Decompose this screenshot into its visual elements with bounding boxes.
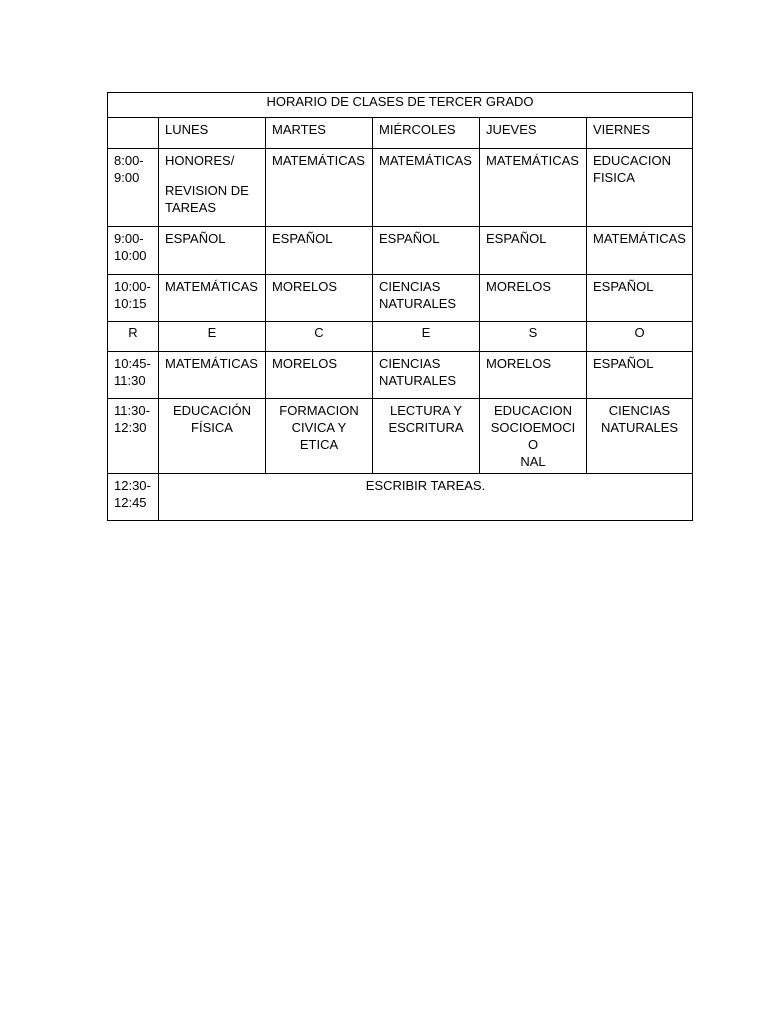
subject-cell [159,149,266,227]
subject-line: FORMACION [279,403,359,418]
class-schedule-table [107,92,693,521]
subject-line: MORELOS [272,279,338,294]
subject-line: MATEMÁTICAS [486,153,579,168]
subject-cell [373,227,480,275]
subject-line: REVISION DE [165,183,249,198]
day-header-row [108,118,693,149]
recess-row [108,322,693,352]
time-start: 12:30- [114,478,151,493]
subject-cell [480,275,587,322]
subject-cell [373,399,480,474]
subject-line: ESPAÑOL [486,231,547,246]
subject-line: TAREAS [165,200,217,215]
subject-line: MATEMÁTICAS [165,279,258,294]
subject-line: LECTURA Y [389,403,462,418]
subject-line: NAL [520,454,546,469]
subject-line: SOCIOEMOCIO [490,420,576,452]
subject-cell [587,149,693,227]
time-cell [108,474,159,521]
recess-letter: C [266,322,373,352]
subject-cell [373,352,480,399]
subject-line: FÍSICA [191,420,233,435]
subject-line: MATEMÁTICAS [165,356,258,371]
subject-line: EDUCACION [593,153,672,168]
time-end: 12:45 [114,495,147,510]
recess-letter: O [587,322,693,352]
subject-line: ESPAÑOL [165,231,226,246]
corner-cell [108,118,159,149]
subject-line: MORELOS [486,279,552,294]
table-title-row [108,93,693,118]
subject-line: ESPAÑOL [379,231,440,246]
subject-line: CIENCIAS [608,403,671,418]
table-row [108,352,693,399]
time-cell [108,227,159,275]
subject-cell [587,399,693,474]
time-start: 10:00- [114,279,151,294]
subject-line: MATEMÁTICAS [593,231,686,246]
subject-cell [266,399,373,474]
subject-line: NATURALES [600,420,679,435]
subject-cell [373,275,480,322]
subject-cell [159,399,266,474]
subject-line: ESPAÑOL [272,231,333,246]
subject-cell [480,399,587,474]
subject-cell [266,149,373,227]
recess-letter: R [108,322,159,352]
time-start: 10:45- [114,356,151,371]
subject-line: ETICA [299,437,339,452]
recess-letter: E [159,322,266,352]
subject-cell [480,352,587,399]
time-start: 9:00- [114,231,144,246]
subject-line: HONORES/ [165,153,235,168]
subject-cell [587,227,693,275]
time-end: 12:30 [114,420,147,435]
subject-line: NATURALES [379,296,457,311]
subject-cell [159,352,266,399]
subject-line: ESPAÑOL [593,279,654,294]
subject-line: EDUCACION [493,403,572,418]
homework-cell [159,474,693,521]
recess-letter: S [480,322,587,352]
subject-line: CIENCIAS [379,279,441,294]
subject-cell [159,275,266,322]
day-header-miercoles: MIÉRCOLES [373,118,480,149]
table-title-cell [108,93,693,118]
time-end: 11:30 [114,373,146,388]
subject-line: ESPAÑOL [593,356,654,371]
subject-line: NATURALES [379,373,457,388]
subject-cell [480,149,587,227]
time-end: 10:15 [114,296,147,311]
time-start: 8:00- [114,153,144,168]
subject-line: ESCRITURA [388,420,464,435]
table-title: HORARIO DE CLASES DE TERCER GRADO [266,94,534,109]
time-cell [108,149,159,227]
time-end: 10:00 [114,248,147,263]
subject-cell [480,227,587,275]
day-header-jueves: JUEVES [480,118,587,149]
subject-cell [587,275,693,322]
time-cell [108,352,159,399]
time-end: 9:00 [114,170,140,185]
subject-cell [266,352,373,399]
time-start: 11:30- [114,403,150,418]
subject-line: EDUCACIÓN [172,403,251,418]
homework-text: ESCRIBIR TAREAS. [365,478,486,493]
subject-cell [266,275,373,322]
subject-cell [266,227,373,275]
subject-cell [159,227,266,275]
subject-line: MORELOS [272,356,338,371]
day-header-viernes: VIERNES [587,118,693,149]
table-row [108,149,693,227]
table-row [108,227,693,275]
subject-line: MORELOS [486,356,552,371]
subject-line: FISICA [593,170,635,185]
subject-line: MATEMÁTICAS [272,153,365,168]
subject-line: CIENCIAS [379,356,441,371]
recess-letter: E [373,322,480,352]
subject-line: MATEMÁTICAS [379,153,472,168]
day-header-lunes: LUNES [159,118,266,149]
table-row [108,399,693,474]
day-header-martes: MARTES [266,118,373,149]
subject-line: CIVICA Y [291,420,347,435]
time-cell [108,275,159,322]
table-row [108,275,693,322]
time-cell [108,399,159,474]
subject-cell [587,352,693,399]
table-row [108,474,693,521]
subject-cell [373,149,480,227]
